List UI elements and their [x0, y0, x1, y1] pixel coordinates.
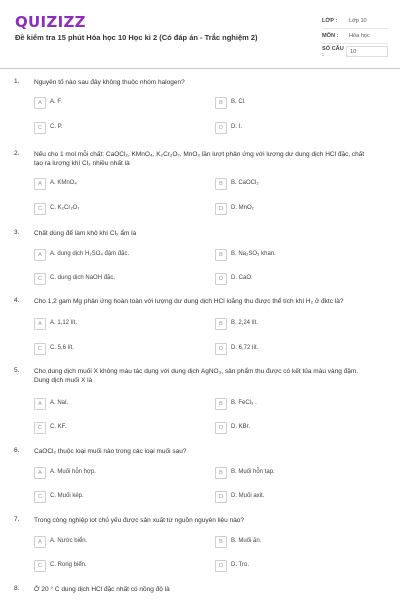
option-a[interactable] [34, 178, 184, 190]
option-text: D. Tro. [231, 562, 250, 568]
question-number: 7. [14, 516, 20, 523]
option-letter-box[interactable]: A [34, 249, 46, 261]
header-divider [0, 68, 400, 69]
option-text: D. Muối axit. [231, 493, 265, 499]
option-text: A. Muối hỗn hợp. [50, 469, 96, 475]
option-b[interactable] [215, 97, 365, 109]
option-letter-box[interactable]: A [34, 97, 46, 109]
option-text: D. CaO. [231, 275, 253, 281]
option-letter-box[interactable]: B [215, 178, 227, 190]
option-letter-box[interactable]: C [34, 203, 46, 215]
option-letter-box[interactable]: C [34, 560, 46, 572]
option-d[interactable] [215, 122, 365, 134]
option-letter-box[interactable]: B [215, 318, 227, 330]
option-text: A. F. [50, 99, 63, 105]
option-letter-box[interactable]: C [34, 491, 46, 503]
meta-class-label: LỚP : [322, 18, 338, 24]
option-text: A. NaI. [50, 400, 69, 406]
question-number: 3. [14, 229, 20, 236]
meta-subject-label: MÔN : [322, 33, 339, 39]
quizizz-logo: QUIZIZZ [15, 13, 86, 31]
question-text: Nếu cho 1 mol mỗi chất: CaOCl₂, KMnO₄, K₂Cr₂O₇, MnO₂ lần lượt phản ứng với lượng dư dung dịch HCl đặc, chất tạo ra lượng khí Cl₂ nhiều nhất là [34, 151, 365, 167]
question-number: 1. [14, 78, 20, 85]
option-text: D. 6,72 lít. [231, 345, 259, 351]
option-c[interactable] [34, 560, 184, 572]
worksheet-meta [322, 14, 388, 59]
meta-subject-value: Hóa học [349, 33, 370, 39]
option-letter-box[interactable]: D [215, 560, 227, 572]
meta-class-value: Lớp 10 [349, 18, 367, 24]
option-letter-box[interactable]: A [34, 467, 46, 479]
option-text: C. Muối kép. [50, 493, 84, 499]
option-letter-box[interactable]: B [215, 249, 227, 261]
option-c[interactable] [34, 422, 184, 434]
option-d[interactable] [215, 491, 365, 503]
option-a[interactable] [34, 398, 184, 410]
option-text: C. dung dịch NaOH đặc. [50, 275, 116, 281]
option-text: B. Muối ăn. [231, 538, 262, 544]
option-letter-box[interactable]: A [34, 318, 46, 330]
option-text: D. MnO₂ [231, 205, 254, 211]
option-d[interactable] [215, 273, 365, 285]
option-letter-box[interactable]: C [34, 273, 46, 285]
option-c[interactable] [34, 122, 184, 134]
question-number: 4. [14, 297, 20, 304]
option-a[interactable] [34, 249, 184, 261]
option-letter-box[interactable]: B [215, 536, 227, 548]
option-letter-box[interactable]: A [34, 398, 46, 410]
question-text: Cho 1,2 gam Mg phản ứng hoàn toàn với lượng dư dung dịch HCl loãng thu được thể tích khí H₂ ở đktc là? [34, 298, 344, 305]
option-letter-box[interactable]: C [34, 122, 46, 134]
option-letter-box[interactable]: D [215, 203, 227, 215]
option-text: A. 1,12 lít. [50, 320, 78, 326]
option-b[interactable] [215, 318, 365, 330]
option-d[interactable] [215, 560, 365, 572]
option-text: D. KBr. [231, 424, 251, 430]
option-text: C. P. [50, 124, 63, 130]
meta-count-value: 10 [346, 46, 388, 57]
option-letter-box[interactable]: B [215, 398, 227, 410]
option-letter-box[interactable]: B [215, 467, 227, 479]
option-b[interactable] [215, 249, 365, 261]
option-text: B. Muối hỗn tạp. [231, 469, 275, 475]
meta-subject-row [322, 29, 388, 44]
option-text: D. I. [231, 124, 243, 130]
option-letter-box[interactable]: A [34, 536, 46, 548]
question-number: 8. [14, 585, 20, 592]
meta-class-row [322, 14, 388, 29]
option-d[interactable] [215, 343, 365, 355]
option-b[interactable] [215, 178, 365, 190]
option-text: C. KF. [50, 424, 67, 430]
option-letter-box[interactable]: D [215, 343, 227, 355]
question-number: 2. [14, 150, 20, 157]
question-text: CaOCl₂ thuộc loại muối nào trong các loại muối sau? [34, 448, 187, 455]
meta-count-label: SỐ CÂU : [322, 45, 344, 58]
option-text: A. KMnO₄ [50, 180, 77, 186]
option-letter-box[interactable]: D [215, 422, 227, 434]
option-a[interactable] [34, 467, 184, 479]
option-text: A. Nước biển. [50, 538, 88, 544]
option-d[interactable] [215, 203, 365, 215]
option-b[interactable] [215, 536, 365, 548]
question-text: Chất dùng để làm khô khí Cl₂ ẩm là [34, 230, 137, 237]
option-d[interactable] [215, 422, 365, 434]
question-text: Nguyên tố nào sau đây không thuộc nhóm halogen? [34, 79, 185, 86]
option-a[interactable] [34, 97, 184, 109]
option-c[interactable] [34, 203, 184, 215]
option-letter-box[interactable]: B [215, 97, 227, 109]
option-c[interactable] [34, 343, 184, 355]
option-letter-box[interactable]: D [215, 273, 227, 285]
option-text: C. 5,6 lít. [50, 345, 75, 351]
option-c[interactable] [34, 491, 184, 503]
option-letter-box[interactable]: D [215, 122, 227, 134]
option-b[interactable] [215, 398, 365, 410]
question-number: 6. [14, 447, 20, 454]
option-letter-box[interactable]: A [34, 178, 46, 190]
option-text: C. K₂Cr₂O₇ [50, 205, 80, 211]
option-text: A. dung dịch H₂SO₄ đậm đặc. [50, 251, 130, 257]
option-letter-box[interactable]: D [215, 491, 227, 503]
option-a[interactable] [34, 318, 184, 330]
worksheet-header [0, 0, 400, 70]
option-a[interactable] [34, 536, 184, 548]
option-text: B. FeCl₃ . [231, 400, 257, 406]
option-text: B. Na₂SO₃ khan. [231, 251, 276, 257]
option-c[interactable] [34, 273, 184, 285]
question-text: Trong công nghiệp iot chủ yếu được sản xuất từ nguồn nguyên liệu nào? [34, 517, 245, 524]
question-text: Cho dung dịch muối X không màu tác dụng với dung dịch AgNO₃, sản phẩm thu được có kết tủa màu vàng đậm. Dung dịch muối X là [34, 368, 359, 384]
option-letter-box[interactable]: C [34, 343, 46, 355]
worksheet-title: Đề kiểm tra 15 phút Hóa học 10 Học kì 2 (Có đáp án - Trắc nghiệm 2) [15, 33, 258, 42]
question-text: Ở 20 ° C dung dịch HCl đặc nhất có nồng độ là [34, 586, 170, 593]
meta-count-row [322, 44, 388, 59]
option-letter-box[interactable]: C [34, 422, 46, 434]
option-b[interactable] [215, 467, 365, 479]
option-text: B. CaOCl₂ [231, 180, 259, 186]
option-text: B. 2,24 lít. [231, 320, 259, 326]
option-text: B. Cl. [231, 99, 246, 105]
option-text: C. Rong biển. [50, 562, 87, 568]
question-number: 5. [14, 367, 20, 374]
